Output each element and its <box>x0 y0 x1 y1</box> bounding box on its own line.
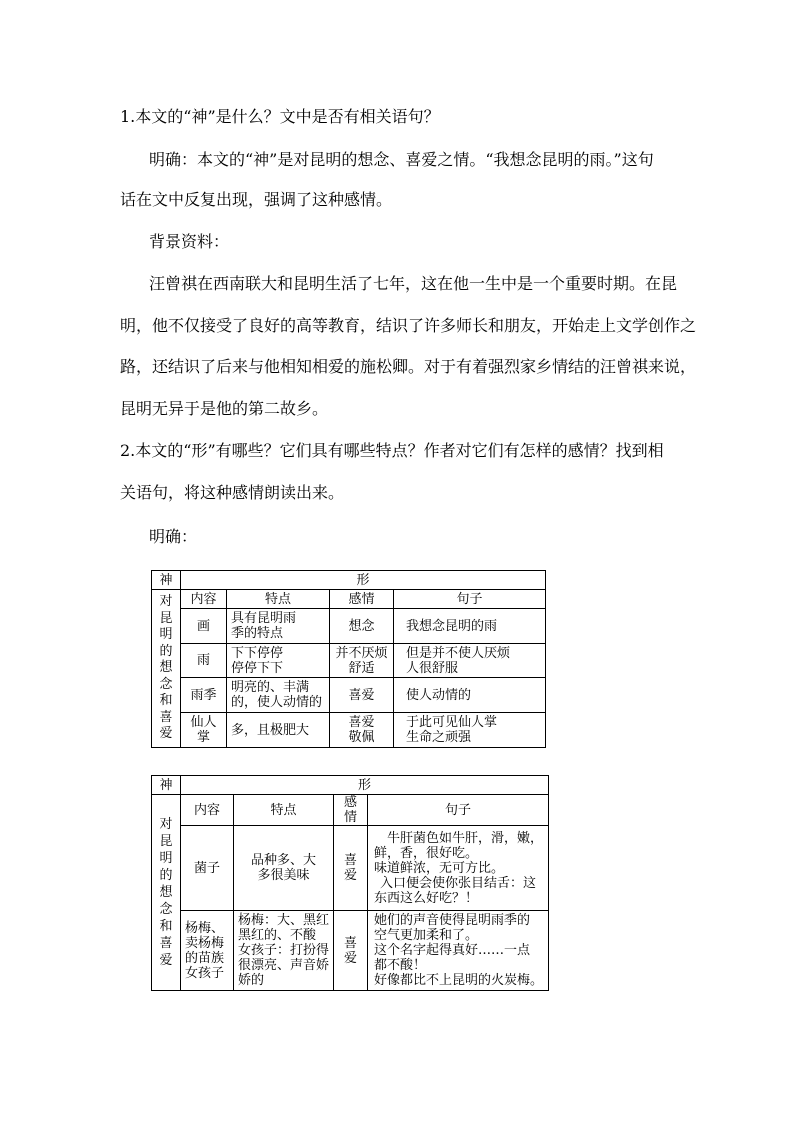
sentence-cell: 牛肝菌色如牛肝，滑，嫩， 鲜，香，很好吃。 味道鲜浓，无可方比。 入口便会使你张目结舌：这 东西这么好吃？！ <box>368 826 549 911</box>
table-row <box>152 644 546 678</box>
xing-header: 形 <box>181 571 546 590</box>
content-cell: 杨梅、 卖杨梅 的苗族 女孩子 <box>181 911 234 991</box>
background-line-1: 汪曾祺在西南联大和昆明生活了七年，这在他一生中是一个重要时期。在昆 <box>149 274 678 293</box>
emotion-cell: 喜爱 敬佩 <box>330 713 394 748</box>
shen-header: 神 <box>152 571 181 590</box>
emotion-cell: 并不厌烦 舒适 <box>330 644 394 678</box>
header-emotion: 感情 <box>334 795 368 826</box>
table-row <box>152 826 549 911</box>
sentence-cell: 但是并不使人厌烦 人很舒服 <box>394 644 546 678</box>
shen-header: 神 <box>152 776 181 795</box>
trait-cell: 下下停停 停停下下 <box>227 644 330 678</box>
table-row <box>152 609 546 644</box>
background-label: 背景资料： <box>149 232 230 251</box>
content-cell: 画 <box>181 609 227 644</box>
question-1: 1.本文的“神”是什么？文中是否有相关语句？ <box>120 107 440 126</box>
table-2 <box>151 775 549 991</box>
question-2-line-1: 2.本文的“形”有哪些？它们具有哪些特点？作者对它们有怎样的感情？找到相 <box>120 441 664 460</box>
trait-cell: 杨梅：大、黑红 黑红的、不酸 女孩子：打扮得 很漂亮、声音娇 娇的 <box>234 911 334 991</box>
content-cell: 雨 <box>181 644 227 678</box>
content-cell: 菌子 <box>181 826 234 911</box>
emotion-cell: 喜爱 <box>334 911 368 991</box>
sentence-cell: 她们的声音使得昆明雨季的 空气更加柔和了。 这个名字起得真好……一点 都不酸！ 好像都比不上昆明的火炭梅。 <box>368 911 549 991</box>
trait-cell: 具有昆明雨 季的特点 <box>227 609 330 644</box>
sentence-cell: 于此可见仙人掌 生命之顽强 <box>394 713 546 748</box>
header-sentence: 句子 <box>368 795 549 826</box>
trait-cell: 明亮的、丰满 的，使人动情的 <box>227 678 330 713</box>
spirit-cell: 对 昆 明 的 想 念 和 喜 爱 <box>152 590 181 748</box>
header-content: 内容 <box>181 795 234 826</box>
emotion-cell: 想念 <box>330 609 394 644</box>
sentence-cell: 我想念昆明的雨 <box>394 609 546 644</box>
content-cell: 雨季 <box>181 678 227 713</box>
background-line-3: 路，还结识了后来与他相知相爱的施松卿。对于有着强烈家乡情结的汪曾祺来说， <box>120 357 697 376</box>
answer-2-label: 明确： <box>149 527 198 546</box>
trait-cell: 品种多、大 多很美味 <box>234 826 334 911</box>
emotion-cell: 喜爱 <box>334 826 368 911</box>
trait-cell: 多，且极肥大 <box>227 713 330 748</box>
table-row <box>152 713 546 748</box>
header-sentence: 句子 <box>394 590 546 609</box>
background-line-4: 昆明无异于是他的第二故乡。 <box>120 399 329 418</box>
answer-1-line-1: 明确：本文的“神”是对昆明的想念、喜爱之情。“我想念昆明的雨。”这句 <box>149 150 654 169</box>
header-trait: 特点 <box>227 590 330 609</box>
sentence-cell: 使人动情的 <box>394 678 546 713</box>
answer-1-line-2: 话在文中反复出现，强调了这种感情。 <box>120 190 393 209</box>
background-line-2: 明，他不仅接受了良好的高等教育，结识了许多师长和朋友，开始走上文学创作之 <box>120 316 697 335</box>
table-row <box>152 678 546 713</box>
question-2-line-2: 关语句，将这种感情朗读出来。 <box>120 483 345 502</box>
xing-header: 形 <box>181 776 549 795</box>
content-cell: 仙人掌 <box>181 713 227 748</box>
spirit-cell: 对 昆 明 的 想 念 和 喜 爱 <box>152 795 181 991</box>
emotion-cell: 喜爱 <box>330 678 394 713</box>
header-trait: 特点 <box>234 795 334 826</box>
header-emotion: 感情 <box>330 590 394 609</box>
header-content: 内容 <box>181 590 227 609</box>
table-1 <box>151 570 546 748</box>
table-row <box>152 911 549 991</box>
